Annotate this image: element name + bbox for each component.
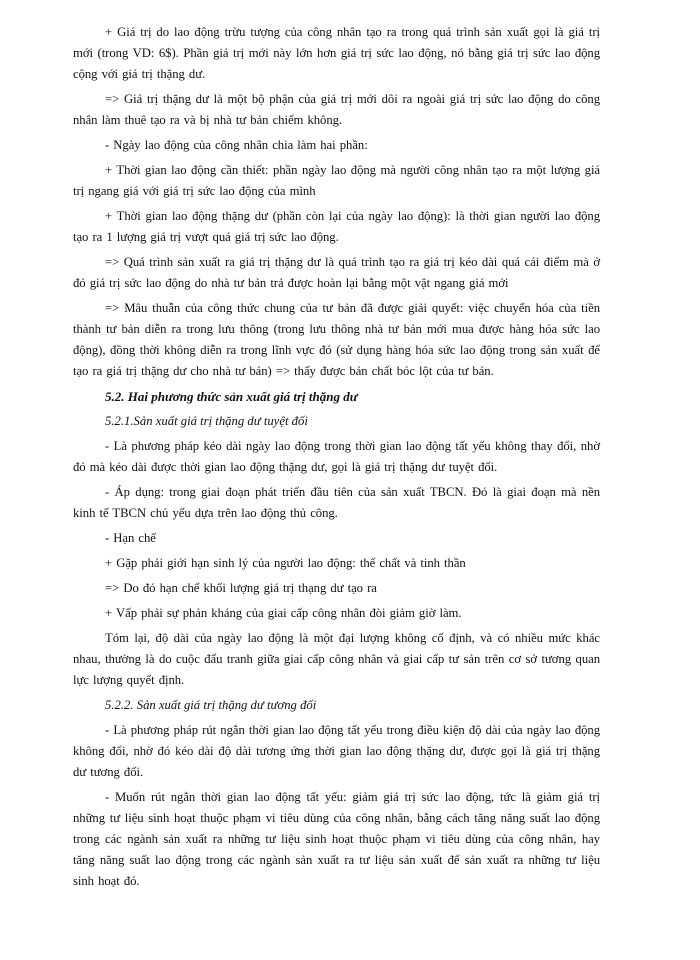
paragraph: => Quá trình sản xuất ra giá trị thặng dư là quá trình tạo ra giá trị kéo dài quá cái điểm mà ở đó giá trị sức lao động do nhà tư bản trả được hoàn lại bằng một vật ngang giá mới — [73, 255, 600, 290]
paragraph: + Gặp phải giới hạn sinh lý của người lao động: thể chất và tinh thần — [105, 556, 466, 570]
paragraph: - Là phương pháp rút ngắn thời gian lao động tất yếu trong điều kiện độ dài của ngày lao động không đổi, nhờ đó kéo dài độ dài tương ứng thời gian lao động thặng dư, được gọi là giá trị thặng dư tương đối. — [73, 723, 600, 779]
paragraph: + Vấp phải sự phản kháng của giai cấp công nhân đòi giảm giờ làm. — [105, 606, 462, 620]
subsection-heading-5-2-1: 5.2.1.Sản xuất giá trị thặng dư tuyệt đối — [105, 414, 308, 428]
paragraph: + Giá trị do lao động trừu tượng của công nhân tạo ra trong quá trình sản xuất gọi là giá trị mới (trong VD: 6$). Phần giá trị mới này lớn hơn giá trị sức lao động, nó bằng giá trị sức lao động cộng với giá trị thặng dư. — [73, 25, 600, 81]
paragraph: => Giá trị thặng dư là một bộ phận của giá trị mới dôi ra ngoài giá trị sức lao động do công nhân làm thuê tạo ra và bị nhà tư bản chiếm không. — [73, 92, 600, 127]
paragraph: => Do đó hạn chế khối lượng giá trị thạng dư tạo ra — [105, 581, 377, 595]
paragraph: - Là phương pháp kéo dài ngày lao động trong thời gian lao động tất yếu không thay đổi, nhờ đó mà kéo dài được thời gian lao động thặng dư, gọi là giá trị thặng dư tuyệt đối. — [73, 439, 600, 474]
paragraph: - Áp dụng: trong giai đoạn phát triển đầu tiên của sản xuất TBCN. Đó là giai đoạn mà nền kinh tế TBCN chủ yếu dựa trên lao động thủ công. — [73, 485, 600, 520]
section-heading-5-2: 5.2. Hai phương thức sản xuất giá trị thặng dư — [105, 389, 358, 404]
subsection-heading-5-2-2: 5.2.2. Sản xuất giá trị thặng dư tương đối — [105, 698, 317, 712]
paragraph: - Muốn rút ngắn thời gian lao động tất yếu: giảm giá trị sức lao động, tức là giảm giá trị những tư liệu sinh hoạt thuộc phạm vi tiêu dùng của công nhân, bằng cách tăng năng suất lao động trong các ngành sản xuất ra những tư liệu sinh hoạt thuộc phạm vi tiêu dùng của công nhân, hay tăng năng suất lao động trong các ngành sản xuất ra tư liệu sản xuất để sản xuất ra những tư liệu sinh hoạt đó. — [73, 790, 600, 888]
paragraph: - Hạn chế — [105, 531, 156, 545]
paragraph: + Thời gian lao động cần thiết: phần ngày lao động mà người công nhân tạo ra một lượng giá trị ngang giá với giá trị sức lao động của mình — [73, 163, 600, 198]
paragraph: => Mâu thuẫn của công thức chung của tư bản đã được giải quyết: việc chuyển hóa của tiền thành tư bản diễn ra trong lưu thông (trong lưu thông nhà tư bản mới mua được hàng hóa sức lao động), đồng thời không diễn ra trong lĩnh vực đó (sử dụng hàng hóa sức lao động trong sản xuất để tạo ra giá trị thặng dư cho nhà tư bản) => thấy được bản chất bóc lột của tư bản. — [73, 301, 600, 378]
paragraph: Tóm lại, độ dài của ngày lao động là một đại lượng không cố định, và có nhiều mức khác nhau, thường là do cuộc đấu tranh giữa giai cấp công nhân và giai cấp tư sản trên cơ sở tương quan lực lượng quyết định. — [73, 631, 600, 687]
paragraph: - Ngày lao động của công nhân chia làm hai phần: — [105, 138, 368, 152]
paragraph: + Thời gian lao động thặng dư (phần còn lại của ngày lao động): là thời gian người lao động tạo ra 1 lượng giá trị vượt quá giá trị sức lao động. — [73, 209, 600, 244]
